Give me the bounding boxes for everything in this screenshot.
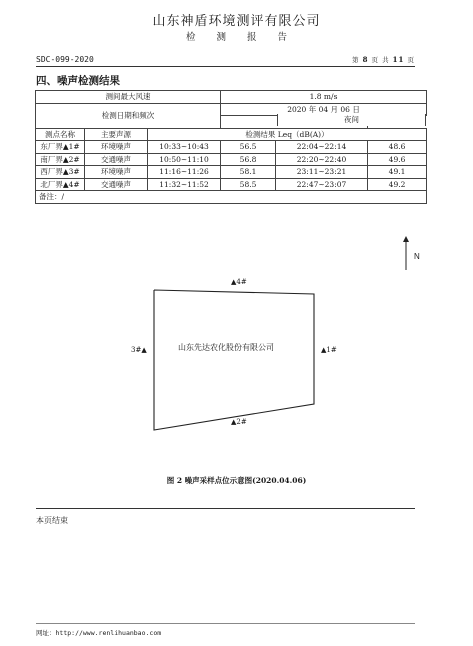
table-row bbox=[36, 91, 427, 104]
source-cell: 交通噪声 bbox=[85, 153, 148, 166]
day-time-cell: 11:32~11:52 bbox=[148, 178, 221, 191]
col-result-header: 检测结果 Leq（dB(A)） bbox=[148, 128, 427, 141]
footer-divider bbox=[36, 623, 415, 624]
remarks-cell: 备注：/ bbox=[36, 191, 427, 204]
point-2-label: ▲2# bbox=[231, 418, 247, 426]
day-value-cell: 58.5 bbox=[221, 178, 276, 191]
page-info bbox=[352, 55, 415, 64]
night-label: 夜间 bbox=[277, 114, 426, 126]
night-time-cell: 22:20~22:40 bbox=[276, 153, 368, 166]
source-cell: 交通噪声 bbox=[85, 178, 148, 191]
site-boundary-outline bbox=[154, 290, 314, 430]
date-value: 2020 年 04 月 06 日 bbox=[221, 103, 427, 116]
point-3-label: 3#▲ bbox=[131, 346, 147, 354]
north-label: N bbox=[414, 252, 420, 261]
table-row bbox=[36, 128, 427, 141]
table-row bbox=[36, 153, 427, 166]
point-cell: 东厂界▲1# bbox=[36, 141, 85, 154]
header-divider bbox=[36, 66, 415, 67]
site-company-label: 山东先达农化股份有限公司 bbox=[178, 343, 274, 352]
col-source-header: 主要声源 bbox=[85, 128, 148, 141]
north-arrow-icon bbox=[402, 236, 410, 270]
site-boundary-diagram bbox=[140, 278, 340, 434]
page-suffix: 页 bbox=[407, 56, 415, 64]
source-cell: 环境噪声 bbox=[85, 141, 148, 154]
night-value-cell: 49.2 bbox=[368, 178, 427, 191]
day-time-cell: 10:50~11:10 bbox=[148, 153, 221, 166]
point-cell: 西厂界▲3# bbox=[36, 166, 85, 179]
source-cell: 环境噪声 bbox=[85, 166, 148, 179]
wind-speed-label: 测间最大风速 bbox=[36, 91, 221, 104]
col-point-header: 测点名称 bbox=[36, 128, 85, 141]
night-value-cell: 48.6 bbox=[368, 141, 427, 154]
point-cell: 北厂界▲4# bbox=[36, 178, 85, 191]
point-cell: 南厂界▲2# bbox=[36, 153, 85, 166]
end-divider bbox=[36, 508, 415, 509]
company-name: 山东神盾环境测评有限公司 bbox=[152, 14, 321, 29]
day-time-cell: 11:16~11:26 bbox=[148, 166, 221, 179]
night-time-cell: 22:47~23:07 bbox=[276, 178, 368, 191]
website-footer: 网址：http://www.renlihuanbao.com bbox=[36, 629, 162, 637]
night-time-cell: 23:11~23:21 bbox=[276, 166, 368, 179]
wind-speed-value: 1.8 m/s bbox=[221, 91, 427, 104]
point-4-label: ▲4# bbox=[231, 278, 247, 286]
figure-caption: 图 2 噪声采样点位示意图(2020.04.06) bbox=[166, 476, 307, 485]
day-time-cell: 10:33~10:43 bbox=[148, 141, 221, 154]
day-value-cell: 56.8 bbox=[221, 153, 276, 166]
page-total: 11 bbox=[392, 55, 405, 64]
night-value-cell: 49.6 bbox=[368, 153, 427, 166]
document-number: SDC-099-2020 bbox=[36, 55, 94, 64]
end-note: 本页结束 bbox=[36, 516, 68, 525]
section-title: 四、噪声检测结果 bbox=[36, 75, 120, 87]
noise-results-table bbox=[35, 90, 427, 204]
report-subtitle: 检 测 报 告 bbox=[185, 32, 297, 43]
night-value-cell: 49.1 bbox=[368, 166, 427, 179]
night-time-cell: 22:04~22:14 bbox=[276, 141, 368, 154]
point-1-label: ▲1# bbox=[321, 346, 337, 354]
table-row bbox=[36, 141, 427, 154]
table-row bbox=[36, 178, 427, 191]
page-mid: 页 共 bbox=[371, 56, 390, 64]
date-frequency-label: 检测日期和频次 bbox=[36, 103, 221, 128]
table-row bbox=[36, 191, 427, 204]
page-prefix: 第 bbox=[351, 56, 360, 64]
day-value-cell: 56.5 bbox=[221, 141, 276, 154]
table-row bbox=[36, 166, 427, 179]
day-value-cell: 58.1 bbox=[221, 166, 276, 179]
page-current: 8 bbox=[362, 55, 369, 64]
